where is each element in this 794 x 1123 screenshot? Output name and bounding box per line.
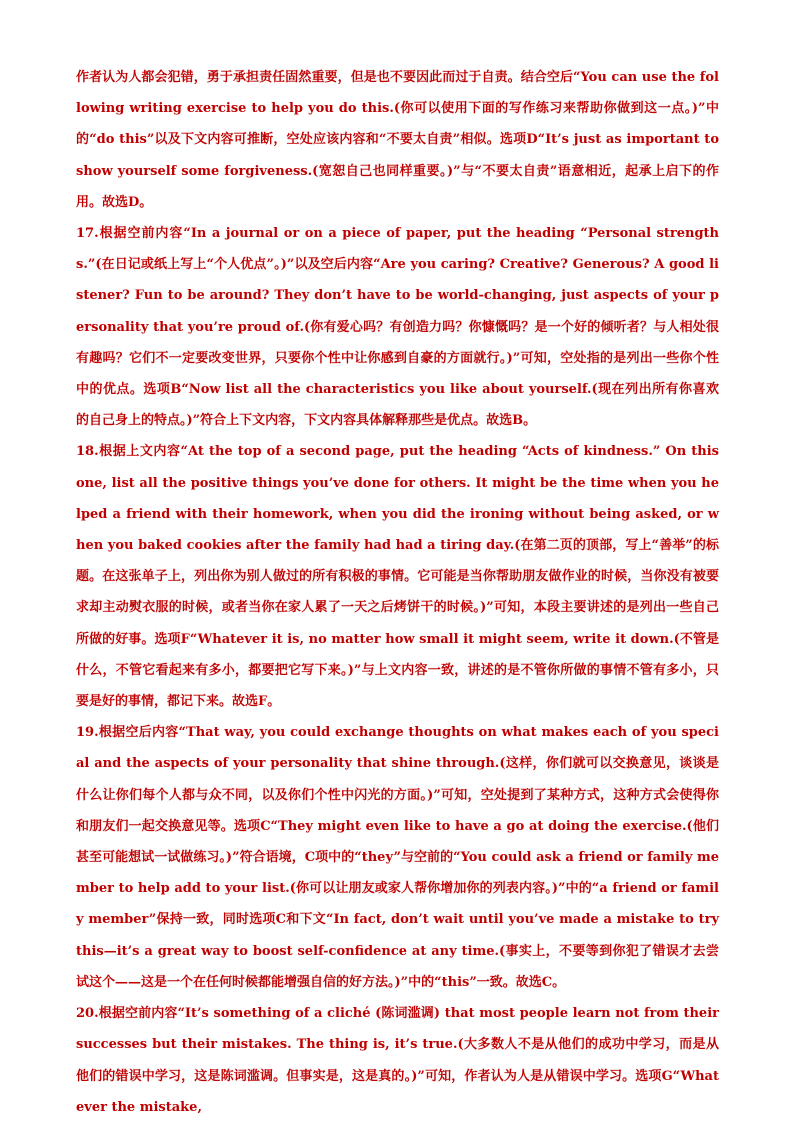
paragraph-16-explanation: 作者认为人都会犯错，勇于承担责任固然重要，但是也不要因此而过于自责。结合空后“You can use the following writing exercise to help you do this.(你可以使用下面的写作练习来帮助你做到这一点。)”中的“do this”以及下文内容可推断，空处应该内容和“不要太自责”相似。选项D“It’s just as important to show yourself some forgiveness.(宽恕自己也同样重要。)”与“不要太自责”语意相近，起承上启下的作用。故选D。 (76, 70, 719, 210)
paragraph-18-explanation: 18.根据上文内容“At the top of a second page, put the heading “Acts of kindness.” On this one, list all the positive things you’ve done for others. It might be the time when you helped a friend with their homework, when you did the ironing without being asked, or when you baked cookies after the family had had a tiring day.(在第二页的顶部，写上“善举”的标题。在这张单子上，列出你为别人做过的所有积极的事情。它可能是当你帮助朋友做作业的时候，当你没有被要求却主动熨衣服的时候，或者当你在家人累了一天之后烤饼干的时候。)”可知，本段主要讲述的是列出一些自己所做的好事。选项F“Whatever it is, no matter how small it might seem, write it down.(不管是什么，不管它看起来有多小，都要把它写下来。)”与上文内容一致，讲述的是不管你所做的事情不管有多小，只要是好的事情，都记下来。故选F。 (76, 444, 719, 710)
paragraph-19-explanation: 19.根据空后内容“That way, you could exchange thoughts on what makes each of you special and the aspects of your personality that shine through.(这样，你们就可以交换意见，谈谈是什么让你们每个人都与众不同，以及你们个性中闪光的方面。)”可知，空处提到了某种方式，这种方式会使得你和朋友们一起交换意见等。选项C“They might even like to have a go at doing the exercise.(他们甚至可能想试一试做练习。)”符合语境，C项中的“they”与空前的“You could ask a friend or family member to help add to your list.(你可以让朋友或家人帮你增加你的列表内容。)”中的“a friend or family member”保持一致，同时选项C和下文“In fact, don’t wait until you’ve made a mistake to try this—it’s a great way to boost self-confidence at any time.(事实上，不要等到你犯了错误才去尝试这个——这是一个在任何时候都能增强自信的好方法。)”中的“this”一致。故选C。 (76, 725, 719, 990)
paragraph-17-explanation: 17.根据空前内容“In a journal or on a piece of paper, put the heading “Personal strengths.”(在日记或纸上写上“个人优点”。)”以及空后内容“Are you caring? Creative? Generous? A good listener? Fun to be around? They don’t have to be world-changing, just aspects of your personality that you’re proud of.(你有爱心吗？有创造力吗？你慷慨吗？是一个好的倾听者？与人相处很有趣吗？它们不一定要改变世界，只要你个性中让你感到自豪的方面就行。)”可知，空处指的是列出一些你个性中的优点。选项B“Now list all the characteristics you like about yourself.(现在列出所有你喜欢的自己身上的特点。)”符合上下文内容，下文内容具体解释那些是优点。故选B。 (76, 226, 719, 429)
paragraph-20-explanation: 20.根据空前内容“It’s something of a cliché (陈词滥调) that most people learn not from their successes but their mistakes. The thing is, it’s true.(大多数人不是从他们的成功中学习，而是从他们的错误中学习，这是陈词滥调。但事实是，这是真的。)”可知，作者认为人是从错误中学习。选项G“Whatever the mistake, (76, 1006, 719, 1115)
answer-explanation-page (76, 62, 719, 1123)
